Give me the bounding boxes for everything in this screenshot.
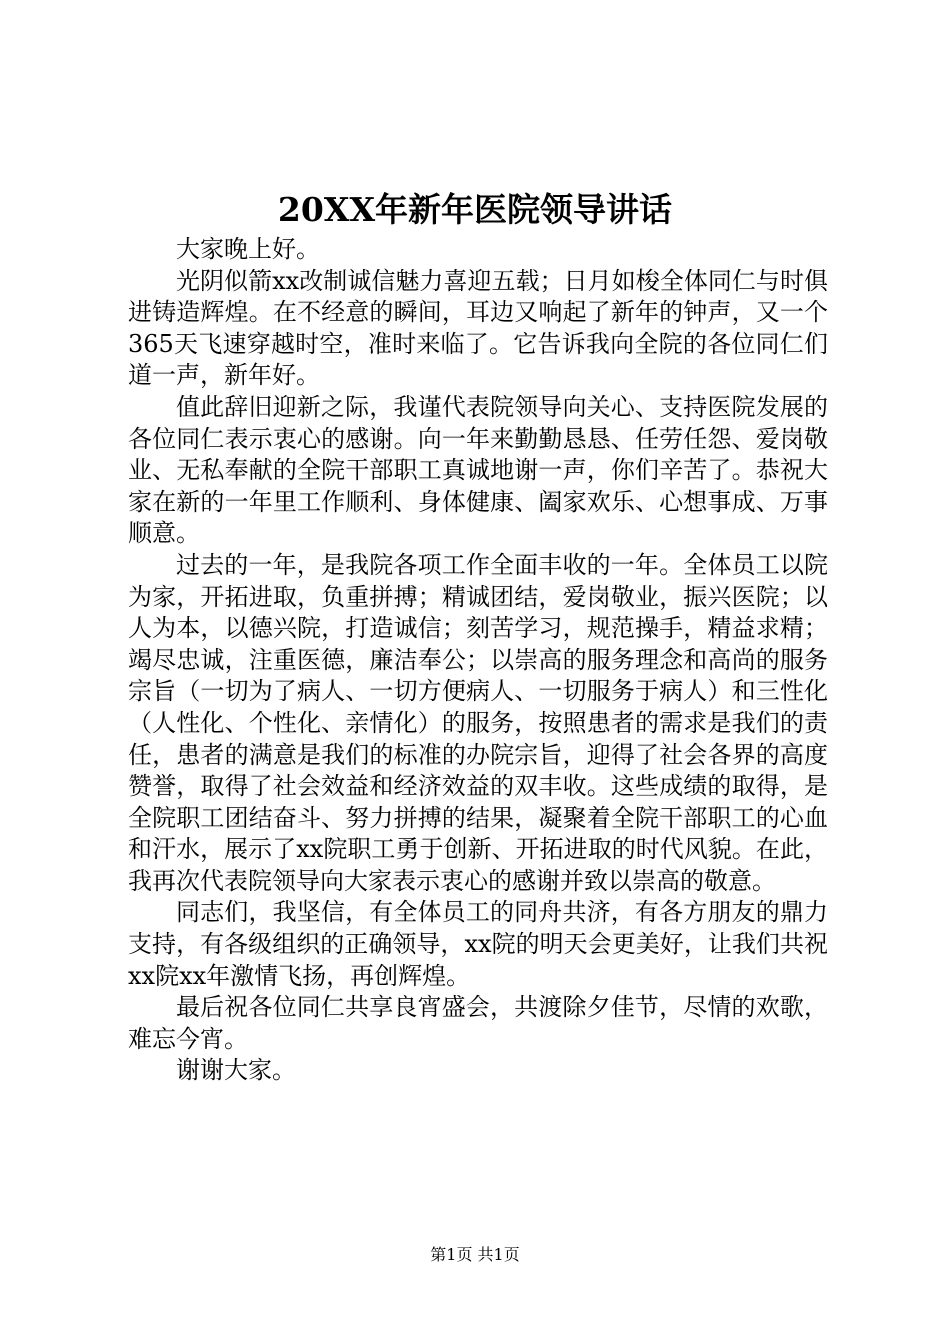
document-title: 20XX年新年医院领导讲话 bbox=[277, 190, 673, 229]
paragraph: 同志们，我坚信，有全体员工的同舟共济，有各方朋友的鼎力支持，有各级组织的正确领导，xx院的明天会更美好，让我们共祝xx院xx年激情飞扬，再创辉煌。 bbox=[128, 898, 828, 990]
paragraph: 最后祝各位同仁共享良宵盛会，共渡除夕佳节，尽情的欢歌，难忘今宵。 bbox=[128, 993, 828, 1053]
paragraph: 过去的一年，是我院各项工作全面丰收的一年。全体员工以院为家，开拓进取，负重拼搏；精诚团结，爱岗敬业，振兴医院；以人为本，以德兴院，打造诚信；刻苦学习，规范操手，精益求精；竭尽忠诚，注重医德，廉洁奉公；以崇高的服务理念和高尚的服务宗旨（一切为了病人、一切方便病人、一切服务于病人）和三性化（人性化、个性化、亲情化）的服务，按照患者的需求是我们的责任，患者的满意是我们的标准的办院宗旨，迎得了社会各界的高度赞誉，取得了社会效益和经济效益的双丰收。这些成绩的取得，是全院职工团结奋斗、努力拼搏的结果，凝聚着全院干部职工的心血和汗水，展示了xx院职工勇于创新、开拓进取的时代风貌。在此，我再次代表院领导向大家表示衷心的感谢并致以崇高的敬意。 bbox=[128, 550, 828, 895]
paragraph: 光阴似箭xx改制诚信魅力喜迎五载；日月如梭全体同仁与时俱进铸造辉煌。在不经意的瞬间，耳边又响起了新年的钟声，又一个365天飞速穿越时空，准时来临了。它告诉我向全院的各位同仁们道一声，新年好。 bbox=[128, 266, 828, 390]
page-footer: 第1页 共1页 bbox=[430, 1245, 520, 1264]
paragraph-closing: 谢谢大家。 bbox=[176, 1056, 296, 1085]
paragraph-greeting: 大家晚上好。 bbox=[176, 235, 320, 263]
document-body bbox=[128, 234, 828, 1087]
paragraph: 值此辞旧迎新之际，我谨代表院领导向关心、支持医院发展的各位同仁表示衷心的感谢。向一年来勤勤恳恳、任劳任怨、爱岗敬业、无私奉献的全院干部职工真诚地谢一声，你们辛苦了。恭祝大家在新的一年里工作顺利、身体健康、阖家欢乐、心想事成、万事顺意。 bbox=[128, 392, 828, 548]
